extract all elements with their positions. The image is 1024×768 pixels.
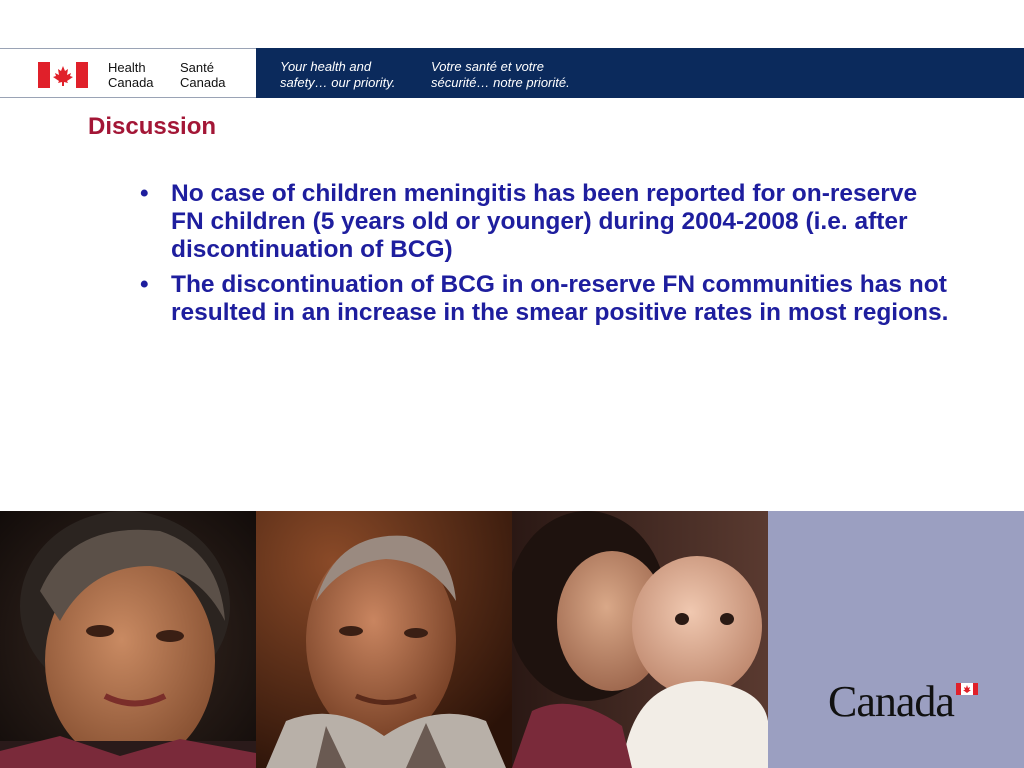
bullet-item: • The discontinuation of BCG in on-reserve FN communities has not resulted in an increase in the smear positive rates in most regions. <box>140 271 949 326</box>
canada-wordmark: Canada <box>828 677 954 726</box>
slide-title: Discussion <box>88 113 217 140</box>
photo-mother-and-baby <box>512 511 768 768</box>
bullet-item: • No case of children meningitis has been reported for on-reserve FN children (5 years old or younger) during 2004-2008 (i.e. after discontinuation of BCG) <box>140 180 918 263</box>
photo-elder-man <box>256 511 512 768</box>
photo-strip <box>0 511 1024 768</box>
wordmark-flag-icon <box>956 683 978 695</box>
canada-wordmark-panel <box>768 511 1024 768</box>
bullet-icon: • <box>140 271 149 298</box>
tagline-fr: Votre santé et votre sécurité… notre priorité. <box>431 59 570 90</box>
canada-flag-icon <box>38 62 88 88</box>
header-banner <box>0 48 1024 98</box>
header-identity-block <box>0 48 256 98</box>
department-name-en: Health Canada <box>108 60 154 90</box>
tagline-en: Your health and safety… our priority. <box>280 59 396 90</box>
bullet-icon: • <box>140 180 149 207</box>
photo-elder-woman <box>0 511 256 768</box>
department-name-fr: Santé Canada <box>180 60 226 90</box>
bullet-list <box>140 180 950 334</box>
